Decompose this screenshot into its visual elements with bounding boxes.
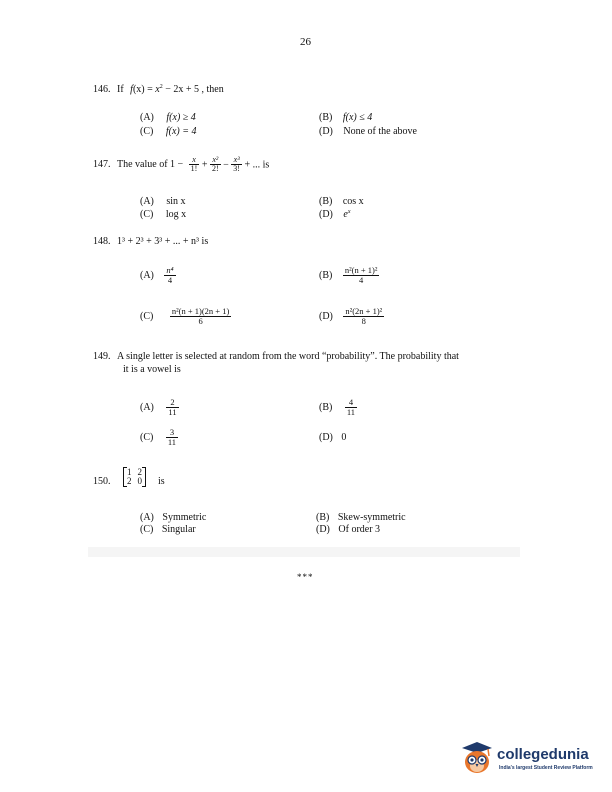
owl-mascot-icon [458, 738, 496, 776]
fraction [343, 307, 384, 326]
fraction-numerator: 3 [166, 428, 178, 438]
matrix-entry: 2 [137, 467, 142, 477]
q146-stem-rest: − 2x + 5 , then [162, 84, 224, 95]
matrix-entry: 1 [127, 467, 132, 477]
fraction-numerator: n⁴ [166, 265, 174, 275]
option-d [319, 209, 351, 220]
option-d [319, 126, 417, 137]
fraction-numerator: 2 [166, 398, 178, 408]
q146-exponent: 2 [159, 84, 163, 90]
option-b [319, 196, 364, 207]
fraction-denominator: 2! [211, 164, 219, 174]
option-c [140, 524, 196, 535]
left-bracket [123, 467, 127, 487]
option-label: (D) [319, 126, 333, 137]
fraction-numerator: n²(2n + 1)² [345, 306, 383, 316]
option-label: (C) [140, 209, 154, 220]
question-stem [93, 236, 208, 247]
collegedunia-logo [458, 738, 600, 778]
q146-x: x [155, 84, 160, 95]
fraction [231, 156, 242, 174]
q149-stem-line1: A single letter is selected at random from the word “probability”. The probability that [117, 351, 459, 362]
q148-stem: 1³ + 2³ + 3³ + ... + n³ is [117, 236, 209, 247]
question-stem [93, 351, 459, 362]
fraction [189, 156, 200, 174]
option-d [319, 432, 346, 443]
q146-number: 146. [93, 84, 111, 95]
fraction [345, 398, 357, 417]
fraction [210, 156, 221, 174]
logo-tagline: India's largest Student Review Platform [499, 765, 593, 771]
q148-number: 148. [93, 236, 111, 247]
option-label: (A) [140, 112, 154, 123]
option-text: 0 [341, 432, 347, 443]
q146-f-arg: (x) = [132, 84, 156, 95]
option-text: log x [165, 209, 187, 220]
q147-stem: The value of 1 − [117, 159, 184, 171]
q147-tail: + ... is [244, 159, 270, 171]
option-b [319, 266, 379, 285]
fraction [166, 428, 178, 447]
option-label: (D) [319, 310, 333, 322]
operator: + [201, 159, 208, 171]
option-label: (B) [319, 196, 333, 207]
option-a [140, 512, 206, 523]
option-label: (C) [140, 126, 154, 137]
option-text: Of order 3 [338, 524, 381, 535]
option-text: Symmetric [162, 512, 207, 523]
fraction-numerator: n²(n + 1)(2n + 1) [171, 306, 230, 316]
matrix-entry: 2 [127, 476, 132, 486]
option-label: (C) [140, 524, 154, 535]
fraction-numerator: x³ [231, 156, 242, 165]
option-label: (B) [316, 512, 330, 523]
option-label: (A) [140, 401, 154, 413]
fraction-denominator: 4 [359, 274, 364, 285]
fraction [343, 266, 380, 285]
option-label: (A) [140, 269, 154, 281]
q149-stem-line2: it is a vowel is [123, 364, 181, 375]
question-number [93, 84, 224, 95]
option-b [316, 512, 406, 523]
option-d [316, 524, 380, 535]
q150-number: 150. [93, 476, 111, 487]
q146-f: f [130, 84, 133, 95]
option-exponent: x [347, 209, 351, 215]
option-label: (A) [140, 196, 154, 207]
option-text: cos x [342, 196, 364, 207]
fraction-denominator: 3! [233, 164, 240, 174]
option-b [319, 398, 357, 417]
matrix-entry: 0 [137, 476, 142, 486]
option-label: (B) [319, 269, 333, 281]
fraction-numerator: x² [210, 156, 221, 165]
question-stem [93, 156, 269, 174]
fraction [164, 266, 175, 285]
option-text: Singular [161, 524, 196, 535]
faint-divider [88, 547, 520, 557]
option-label: (B) [319, 401, 333, 413]
option-label: (D) [319, 209, 333, 220]
right-bracket [142, 467, 146, 487]
option-c [140, 126, 196, 137]
option-text: f(x) ≤ 4 [342, 112, 373, 123]
option-a [140, 196, 186, 207]
option-c [140, 209, 186, 220]
fraction-denominator: 11 [168, 406, 177, 417]
option-a [140, 112, 196, 123]
q147-number: 147. [93, 159, 111, 171]
fraction-denominator: 6 [198, 315, 203, 326]
option-label: (A) [140, 512, 154, 523]
fraction-denominator: 8 [361, 315, 366, 326]
option-b [319, 112, 372, 123]
fraction-denominator: 11 [346, 406, 356, 417]
option-d [319, 307, 384, 326]
fraction-denominator: 1! [190, 164, 198, 174]
option-label: (D) [319, 432, 333, 443]
fraction-denominator: 4 [167, 274, 173, 285]
option-c [140, 307, 231, 326]
option-text: f(x) ≥ 4 [166, 112, 196, 123]
option-text: sin x [166, 196, 186, 207]
option-a [140, 266, 176, 285]
fraction-denominator: 11 [167, 436, 177, 447]
fraction [166, 398, 178, 417]
option-text: f(x) = 4 [165, 126, 197, 137]
option-label: (C) [140, 310, 154, 322]
option-label: (B) [319, 112, 333, 123]
option-label: (D) [316, 524, 330, 535]
q149-number: 149. [93, 351, 111, 362]
page-number: 26 [300, 36, 311, 48]
option-a [140, 398, 179, 417]
option-label: (C) [140, 431, 154, 443]
option-text: None of the above [343, 126, 417, 137]
q146-stem-if: If [117, 84, 124, 95]
fraction [170, 307, 231, 326]
matrix [124, 468, 145, 489]
q150-tail: is [158, 476, 165, 487]
logo-wordmark: collegedunia [497, 746, 589, 763]
matrix-brackets [124, 468, 145, 486]
option-c [140, 428, 178, 447]
fraction-numerator: 4 [345, 398, 357, 408]
fraction-numerator: n²(n + 1)² [344, 265, 378, 275]
end-mark: *** [297, 572, 314, 582]
operator: − [223, 159, 229, 171]
option-text: Skew-symmetric [337, 512, 406, 523]
fraction-numerator: x [189, 156, 200, 165]
option-text: e [343, 209, 348, 220]
